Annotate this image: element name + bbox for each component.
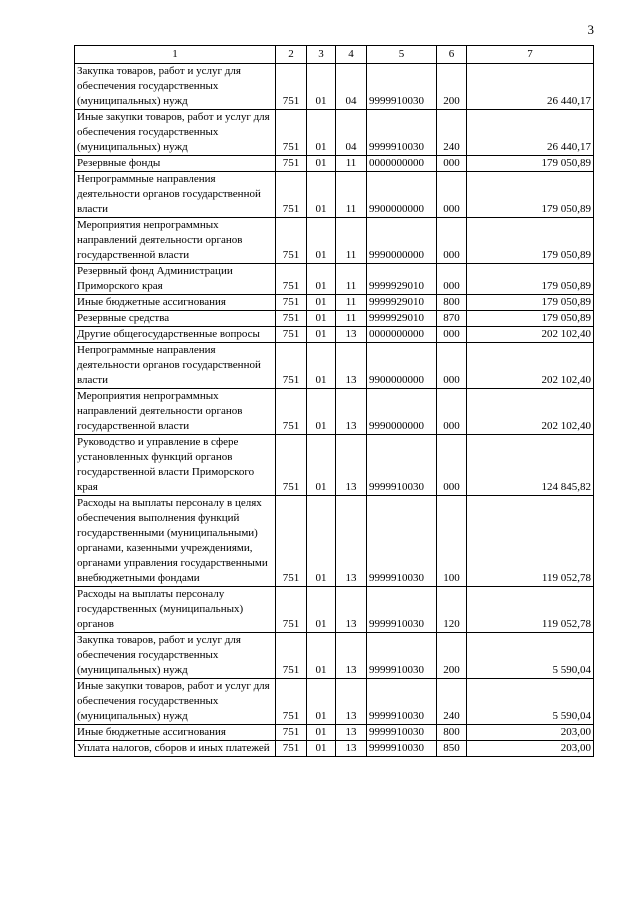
- target-article-cell: 9999910030: [367, 633, 437, 679]
- section-code-cell: 01: [307, 64, 336, 110]
- grbs-code-cell: 751: [276, 311, 307, 327]
- section-code-cell: 01: [307, 295, 336, 311]
- table-row: [75, 679, 594, 725]
- amount-cell: 5 590,04: [467, 633, 594, 679]
- item-name-cell: Руководство и управление в сфере установленных функций органов государственной власти Приморского края: [75, 435, 276, 496]
- subsection-code-cell: 11: [336, 156, 367, 172]
- table-row: [75, 587, 594, 633]
- target-article-cell: 9900000000: [367, 172, 437, 218]
- expense-type-cell: 000: [437, 343, 467, 389]
- section-code-cell: 01: [307, 725, 336, 741]
- item-name-cell: Другие общегосударственные вопросы: [75, 327, 276, 343]
- target-article-cell: 9999910030: [367, 587, 437, 633]
- table-row: [75, 172, 594, 218]
- section-code-cell: 01: [307, 264, 336, 295]
- target-article-cell: 9999910030: [367, 435, 437, 496]
- item-name-cell: Иные закупки товаров, работ и услуг для обеспечения государственных (муниципальных) нужд: [75, 110, 276, 156]
- subsection-code-cell: 13: [336, 327, 367, 343]
- section-code-cell: 01: [307, 327, 336, 343]
- item-name-cell: Расходы на выплаты персоналу в целях обеспечения выполнения функций государственными (муниципальными) органами, казенными учреждениями, органами управления государственными внебюджетными фондами: [75, 496, 276, 587]
- section-code-cell: 01: [307, 633, 336, 679]
- budget-table: [74, 45, 594, 757]
- subsection-code-cell: 11: [336, 172, 367, 218]
- grbs-code-cell: 751: [276, 218, 307, 264]
- grbs-code-cell: 751: [276, 679, 307, 725]
- grbs-code-cell: 751: [276, 343, 307, 389]
- target-article-cell: 9999910030: [367, 64, 437, 110]
- table-row: [75, 264, 594, 295]
- target-article-cell: 9999910030: [367, 110, 437, 156]
- item-name-cell: Мероприятия непрограммных направлений деятельности органов государственной власти: [75, 389, 276, 435]
- table-row: [75, 110, 594, 156]
- column-header: 6: [437, 46, 467, 64]
- section-code-cell: 01: [307, 741, 336, 757]
- section-code-cell: 01: [307, 311, 336, 327]
- subsection-code-cell: 13: [336, 633, 367, 679]
- item-name-cell: Закупка товаров, работ и услуг для обеспечения государственных (муниципальных) нужд: [75, 633, 276, 679]
- table-row: [75, 156, 594, 172]
- expense-type-cell: 000: [437, 156, 467, 172]
- table-row: [75, 741, 594, 757]
- amount-cell: 5 590,04: [467, 679, 594, 725]
- subsection-code-cell: 04: [336, 64, 367, 110]
- section-code-cell: 01: [307, 156, 336, 172]
- section-code-cell: 01: [307, 587, 336, 633]
- table-row: [75, 343, 594, 389]
- grbs-code-cell: 751: [276, 172, 307, 218]
- table-row: [75, 725, 594, 741]
- expense-type-cell: 000: [437, 389, 467, 435]
- section-code-cell: 01: [307, 679, 336, 725]
- table-row: [75, 64, 594, 110]
- item-name-cell: Иные бюджетные ассигнования: [75, 295, 276, 311]
- table-header-row: [75, 46, 594, 64]
- subsection-code-cell: 04: [336, 110, 367, 156]
- amount-cell: 179 050,89: [467, 311, 594, 327]
- item-name-cell: Резервные средства: [75, 311, 276, 327]
- amount-cell: 203,00: [467, 741, 594, 757]
- grbs-code-cell: 751: [276, 295, 307, 311]
- target-article-cell: 9999910030: [367, 496, 437, 587]
- grbs-code-cell: 751: [276, 264, 307, 295]
- table-row: [75, 295, 594, 311]
- grbs-code-cell: 751: [276, 435, 307, 496]
- subsection-code-cell: 11: [336, 311, 367, 327]
- target-article-cell: 9999910030: [367, 741, 437, 757]
- page-number: 3: [587, 22, 594, 37]
- amount-cell: 179 050,89: [467, 295, 594, 311]
- expense-type-cell: 000: [437, 264, 467, 295]
- expense-type-cell: 000: [437, 172, 467, 218]
- target-article-cell: 0000000000: [367, 327, 437, 343]
- subsection-code-cell: 13: [336, 496, 367, 587]
- expense-type-cell: 240: [437, 679, 467, 725]
- item-name-cell: Расходы на выплаты персоналу государственных (муниципальных) органов: [75, 587, 276, 633]
- target-article-cell: 9900000000: [367, 343, 437, 389]
- amount-cell: 26 440,17: [467, 64, 594, 110]
- expense-type-cell: 850: [437, 741, 467, 757]
- section-code-cell: 01: [307, 343, 336, 389]
- grbs-code-cell: 751: [276, 633, 307, 679]
- target-article-cell: 9990000000: [367, 218, 437, 264]
- section-code-cell: 01: [307, 496, 336, 587]
- column-header: 3: [307, 46, 336, 64]
- expense-type-cell: 200: [437, 64, 467, 110]
- amount-cell: 124 845,82: [467, 435, 594, 496]
- column-header: 1: [75, 46, 276, 64]
- item-name-cell: Закупка товаров, работ и услуг для обеспечения государственных (муниципальных) нужд: [75, 64, 276, 110]
- subsection-code-cell: 13: [336, 587, 367, 633]
- section-code-cell: 01: [307, 389, 336, 435]
- item-name-cell: Иные бюджетные ассигнования: [75, 725, 276, 741]
- target-article-cell: 9999910030: [367, 725, 437, 741]
- expense-type-cell: 100: [437, 496, 467, 587]
- column-header: 7: [467, 46, 594, 64]
- amount-cell: 202 102,40: [467, 343, 594, 389]
- grbs-code-cell: 751: [276, 327, 307, 343]
- item-name-cell: Резервные фонды: [75, 156, 276, 172]
- expense-type-cell: 800: [437, 725, 467, 741]
- section-code-cell: 01: [307, 218, 336, 264]
- table-body: [75, 64, 594, 757]
- item-name-cell: Непрограммные направления деятельности органов государственной власти: [75, 172, 276, 218]
- subsection-code-cell: 13: [336, 741, 367, 757]
- section-code-cell: 01: [307, 435, 336, 496]
- subsection-code-cell: 11: [336, 295, 367, 311]
- expense-type-cell: 120: [437, 587, 467, 633]
- amount-cell: 179 050,89: [467, 172, 594, 218]
- table-row: [75, 389, 594, 435]
- amount-cell: 202 102,40: [467, 327, 594, 343]
- grbs-code-cell: 751: [276, 64, 307, 110]
- section-code-cell: 01: [307, 172, 336, 218]
- item-name-cell: Резервный фонд Администрации Приморского края: [75, 264, 276, 295]
- subsection-code-cell: 13: [336, 343, 367, 389]
- expense-type-cell: 000: [437, 435, 467, 496]
- grbs-code-cell: 751: [276, 741, 307, 757]
- section-code-cell: 01: [307, 110, 336, 156]
- grbs-code-cell: 751: [276, 725, 307, 741]
- target-article-cell: 9999910030: [367, 679, 437, 725]
- subsection-code-cell: 13: [336, 725, 367, 741]
- table-row: [75, 327, 594, 343]
- item-name-cell: Мероприятия непрограммных направлений деятельности органов государственной власти: [75, 218, 276, 264]
- item-name-cell: Уплата налогов, сборов и иных платежей: [75, 741, 276, 757]
- expense-type-cell: 000: [437, 218, 467, 264]
- column-header: 4: [336, 46, 367, 64]
- amount-cell: 179 050,89: [467, 264, 594, 295]
- table-row: [75, 633, 594, 679]
- amount-cell: 26 440,17: [467, 110, 594, 156]
- table-row: [75, 496, 594, 587]
- subsection-code-cell: 11: [336, 264, 367, 295]
- amount-cell: 202 102,40: [467, 389, 594, 435]
- subsection-code-cell: 13: [336, 389, 367, 435]
- grbs-code-cell: 751: [276, 110, 307, 156]
- expense-type-cell: 870: [437, 311, 467, 327]
- column-header: 2: [276, 46, 307, 64]
- amount-cell: 119 052,78: [467, 587, 594, 633]
- expense-type-cell: 200: [437, 633, 467, 679]
- subsection-code-cell: 13: [336, 679, 367, 725]
- item-name-cell: Непрограммные направления деятельности органов государственной власти: [75, 343, 276, 389]
- grbs-code-cell: 751: [276, 587, 307, 633]
- amount-cell: 179 050,89: [467, 218, 594, 264]
- amount-cell: 203,00: [467, 725, 594, 741]
- amount-cell: 179 050,89: [467, 156, 594, 172]
- target-article-cell: 9999929010: [367, 264, 437, 295]
- subsection-code-cell: 11: [336, 218, 367, 264]
- subsection-code-cell: 13: [336, 435, 367, 496]
- grbs-code-cell: 751: [276, 496, 307, 587]
- item-name-cell: Иные закупки товаров, работ и услуг для обеспечения государственных (муниципальных) нужд: [75, 679, 276, 725]
- grbs-code-cell: 751: [276, 156, 307, 172]
- target-article-cell: 9999929010: [367, 295, 437, 311]
- amount-cell: 119 052,78: [467, 496, 594, 587]
- column-header: 5: [367, 46, 437, 64]
- table-row: [75, 311, 594, 327]
- table-row: [75, 218, 594, 264]
- target-article-cell: 9999929010: [367, 311, 437, 327]
- expense-type-cell: 800: [437, 295, 467, 311]
- expense-type-cell: 000: [437, 327, 467, 343]
- table-row: [75, 435, 594, 496]
- expense-type-cell: 240: [437, 110, 467, 156]
- target-article-cell: 0000000000: [367, 156, 437, 172]
- grbs-code-cell: 751: [276, 389, 307, 435]
- target-article-cell: 9990000000: [367, 389, 437, 435]
